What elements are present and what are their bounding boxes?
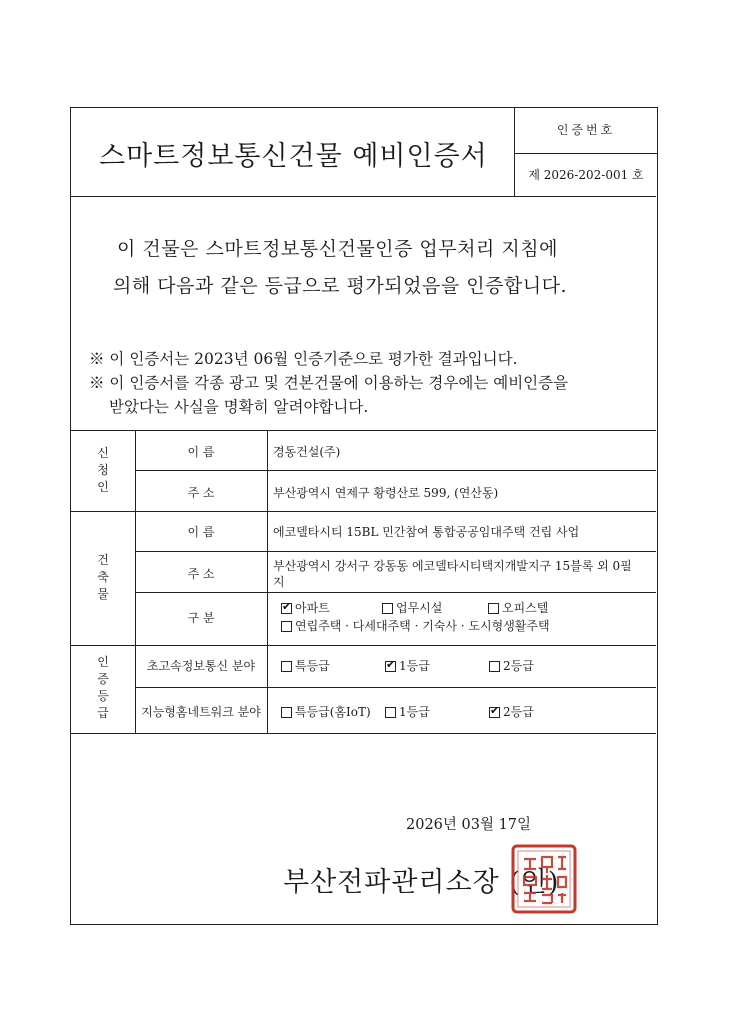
row-divider bbox=[135, 470, 656, 471]
info-table bbox=[71, 430, 656, 734]
section-char: 축 bbox=[97, 570, 109, 584]
checkbox-unchecked bbox=[281, 707, 292, 718]
building-section-label bbox=[71, 552, 135, 603]
cert-number-label: 인증번호 bbox=[515, 108, 657, 154]
applicant-name-value: 경동건설(주) bbox=[273, 445, 341, 459]
building-name-label: 이 름 bbox=[187, 525, 215, 539]
broadband-grade-2: 2등급 bbox=[489, 657, 534, 674]
applicant-address-label: 주 소 bbox=[187, 486, 215, 500]
type-option-officetel: 오피스텔 bbox=[488, 599, 548, 616]
checkbox-unchecked bbox=[488, 603, 499, 614]
section-char: 인 bbox=[97, 655, 109, 669]
checkbox-unchecked bbox=[489, 661, 500, 672]
home-network-grade-1: 1등급 bbox=[385, 703, 430, 720]
section-divider bbox=[71, 511, 656, 512]
building-address-label: 주 소 bbox=[187, 567, 215, 581]
section-char: 증 bbox=[97, 672, 109, 686]
cert-number-value: 제 2026-202-001 호 bbox=[528, 168, 644, 182]
section-char: 청 bbox=[97, 463, 109, 477]
certificate-title: 스마트정보통신건물 예비인증서 bbox=[99, 141, 488, 172]
home-network-grade-2: ✔ 2등급 bbox=[489, 703, 534, 720]
checkbox-unchecked bbox=[281, 621, 292, 632]
note-2-line-2: 받았다는 사실을 명확히 알려야합니다. bbox=[109, 398, 369, 416]
statement-line-2: 의해 다음과 같은 등급으로 평가되었음을 인증합니다. bbox=[113, 275, 568, 297]
broadband-grade-special: 특등급 bbox=[281, 657, 330, 674]
building-address-value-line-2: 지 bbox=[273, 575, 285, 589]
section-char: 물 bbox=[97, 587, 109, 601]
row-divider bbox=[135, 592, 656, 593]
broadband-grade-1: ✔ 1등급 bbox=[385, 657, 430, 674]
applicant-section-label bbox=[71, 445, 135, 496]
note-2-line-1: ※ 이 인증서를 각종 광고 및 견본건물에 이용하는 경우에는 예비인증을 bbox=[89, 374, 569, 392]
checkbox-unchecked bbox=[281, 661, 292, 672]
building-name-value: 에코델타시티 15BL 민간참여 통합공공임대주택 건립 사업 bbox=[273, 525, 580, 539]
section-char: 건 bbox=[97, 553, 109, 567]
type-option-multi-family: 연립주택 · 다세대주택 · 기숙사 · 도시형생활주택 bbox=[281, 617, 550, 634]
applicant-name-label: 이 름 bbox=[187, 445, 215, 459]
home-network-field-label: 지능형홈네트워크 분야 bbox=[141, 705, 261, 719]
grade-section-label bbox=[71, 654, 135, 722]
section-char: 인 bbox=[97, 480, 109, 494]
checkbox-checked bbox=[489, 707, 500, 718]
issue-date: 2026년 03월 17일 bbox=[406, 817, 532, 833]
section-char: 급 bbox=[97, 706, 109, 720]
note-1: ※ 이 인증서는 2023년 06월 인증기준으로 평가한 결과입니다. bbox=[89, 350, 518, 368]
row-divider bbox=[135, 687, 656, 688]
building-address-value-line-1: 부산광역시 강서구 강동동 에코델타시티택지개발지구 15블록 외 0필 bbox=[273, 559, 632, 573]
type-option-business: 업무시설 bbox=[382, 599, 442, 616]
applicant-address-value: 부산광역시 연제구 황령산로 599, (연산동) bbox=[273, 486, 499, 500]
type-option-apartment: ✔아파트 bbox=[281, 599, 330, 616]
section-divider bbox=[71, 645, 656, 646]
home-network-grade-special: 특등급(홈IoT) bbox=[281, 703, 371, 720]
checkbox-unchecked bbox=[385, 707, 396, 718]
checkbox-unchecked bbox=[382, 603, 393, 614]
certificate-header bbox=[71, 108, 656, 197]
broadband-field-label: 초고속정보통신 분야 bbox=[146, 659, 256, 673]
section-char: 등 bbox=[97, 689, 109, 703]
building-type-label: 구 분 bbox=[187, 611, 215, 625]
row-divider bbox=[135, 551, 656, 552]
issuer-name: 부산전파관리소장 (인) bbox=[283, 867, 560, 898]
official-seal bbox=[510, 843, 578, 915]
section-char: 신 bbox=[97, 446, 109, 460]
cert-number-box bbox=[514, 108, 657, 196]
checkbox-checked bbox=[281, 603, 292, 614]
statement-line-1: 이 건물은 스마트정보통신건물인증 업무처리 지침에 bbox=[117, 238, 558, 260]
checkbox-checked bbox=[385, 661, 396, 672]
certificate bbox=[70, 107, 658, 925]
